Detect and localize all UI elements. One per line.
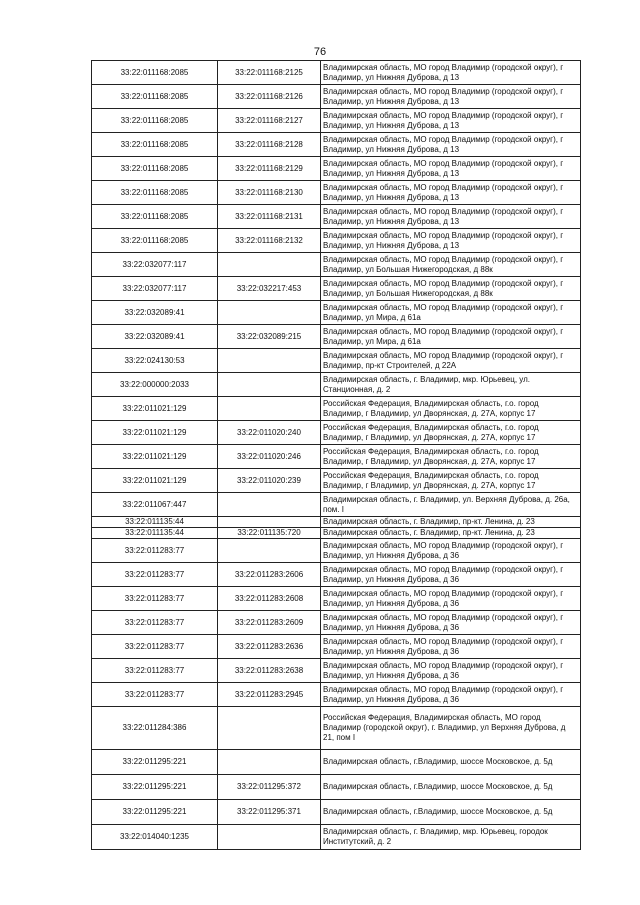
table-row [92,397,581,421]
parcel-cadastral-number: 33:22:011135:44 [92,528,218,539]
table-row [92,325,581,349]
address-cell: Владимирская область, МО город Владимир (городской округ), г Владимир, ул Мира, д 61а [321,325,581,349]
parcel-cadastral-number: 33:22:024130:53 [92,349,218,373]
address-cell: Владимирская область, МО город Владимир (городской округ), г Владимир, ул Нижняя Дуброва, д 36 [321,563,581,587]
object-cadastral-number: 33:22:011283:2945 [218,683,321,707]
parcel-cadastral-number: 33:22:011168:2085 [92,61,218,85]
object-cadastral-number: 33:22:011020:240 [218,421,321,445]
table-row [92,635,581,659]
table-row [92,469,581,493]
table-row [92,659,581,683]
object-cadastral-number: 33:22:011020:239 [218,469,321,493]
address-cell: Владимирская область, МО город Владимир (городской округ), г Владимир, пр-кт Строителей, д 22А [321,349,581,373]
parcel-cadastral-number: 33:22:011284:386 [92,707,218,750]
table-row [92,229,581,253]
address-cell: Владимирская область, МО город Владимир (городской округ), г Владимир, ул Нижняя Дуброва, д 36 [321,611,581,635]
parcel-cadastral-number: 33:22:011067:447 [92,493,218,517]
address-cell: Владимирская область, г. Владимир, мкр. Юрьевец, городок Институтский, д. 2 [321,825,581,850]
address-cell: Владимирская область, МО город Владимир (городской округ), г Владимир, ул Нижняя Дуброва, д 13 [321,61,581,85]
address-cell: Владимирская область, МО город Владимир (городской округ), г Владимир, ул Нижняя Дуброва, д 13 [321,205,581,229]
address-cell: Владимирская область, г.Владимир, шоссе Московское, д. 5д [321,775,581,800]
object-cadastral-number: 33:22:011295:371 [218,800,321,825]
table-row [92,750,581,775]
object-cadastral-number [218,517,321,528]
object-cadastral-number: 33:22:011168:2129 [218,157,321,181]
address-cell: Владимирская область, МО город Владимир (городской округ), г Владимир, ул Нижняя Дуброва, д 13 [321,157,581,181]
parcel-cadastral-number: 33:22:011168:2085 [92,205,218,229]
parcel-cadastral-number: 33:22:011168:2085 [92,157,218,181]
object-cadastral-number: 33:22:011283:2636 [218,635,321,659]
parcel-cadastral-number: 33:22:011168:2085 [92,85,218,109]
address-cell: Владимирская область, г. Владимир, пр-кт. Ленина, д. 23 [321,517,581,528]
object-cadastral-number: 33:22:011135:720 [218,528,321,539]
table-row [92,109,581,133]
object-cadastral-number [218,397,321,421]
parcel-cadastral-number: 33:22:011168:2085 [92,109,218,133]
parcel-cadastral-number: 33:22:032089:41 [92,325,218,349]
address-cell: Владимирская область, МО город Владимир (городской округ), г Владимир, ул Нижняя Дуброва, д 36 [321,659,581,683]
parcel-cadastral-number: 33:22:014040:1235 [92,825,218,850]
address-cell: Владимирская область, МО город Владимир (городской округ), г Владимир, ул Большая Нижегородская, д 88к [321,253,581,277]
object-cadastral-number [218,253,321,277]
parcel-cadastral-number: 33:22:011283:77 [92,635,218,659]
address-cell: Владимирская область, МО город Владимир (городской округ), г Владимир, ул Нижняя Дуброва, д 36 [321,683,581,707]
table-row [92,181,581,205]
object-cadastral-number: 33:22:011295:372 [218,775,321,800]
parcel-cadastral-number: 33:22:011021:129 [92,469,218,493]
table-row [92,205,581,229]
parcel-cadastral-number: 33:22:011168:2085 [92,181,218,205]
object-cadastral-number [218,493,321,517]
address-cell: Владимирская область, МО город Владимир (городской округ), г Владимир, ул Нижняя Дуброва, д 36 [321,539,581,563]
address-cell: Владимирская область, г. Владимир, мкр. Юрьевец, ул. Станционная, д. 2 [321,373,581,397]
address-cell: Российская Федерация, Владимирская область, г.о. город Владимир, г Владимир, ул Дворянская, д. 27А, корпус 17 [321,397,581,421]
parcel-cadastral-number: 33:22:011295:221 [92,800,218,825]
address-cell: Владимирская область, г. Владимир, пр-кт. Ленина, д. 23 [321,528,581,539]
address-cell: Владимирская область, МО город Владимир (городской округ), г Владимир, ул Большая Нижегородская, д 88к [321,277,581,301]
table-row [92,133,581,157]
table-row [92,493,581,517]
table-row [92,277,581,301]
address-cell: Владимирская область, МО город Владимир (городской округ), г Владимир, ул Нижняя Дуброва, д 13 [321,85,581,109]
table-row [92,563,581,587]
object-cadastral-number [218,349,321,373]
address-cell: Владимирская область, МО город Владимир (городской округ), г Владимир, ул Нижняя Дуброва, д 13 [321,181,581,205]
parcel-cadastral-number: 33:22:011283:77 [92,683,218,707]
table-row [92,421,581,445]
object-cadastral-number [218,539,321,563]
table-row [92,61,581,85]
parcel-cadastral-number: 33:22:011295:221 [92,775,218,800]
table-row [92,528,581,539]
object-cadastral-number: 33:22:011283:2609 [218,611,321,635]
table-row [92,253,581,277]
address-cell: Владимирская область, г. Владимир, ул. Верхняя Дуброва, д. 26а, пом. I [321,493,581,517]
parcel-cadastral-number: 33:22:011021:129 [92,397,218,421]
object-cadastral-number: 33:22:011168:2132 [218,229,321,253]
registry-table-body [92,61,581,850]
table-row [92,611,581,635]
table-row [92,349,581,373]
parcel-cadastral-number: 33:22:011021:129 [92,445,218,469]
table-row [92,157,581,181]
address-cell: Владимирская область, МО город Владимир (городской округ), г Владимир, ул Нижняя Дуброва, д 36 [321,635,581,659]
address-cell: Владимирская область, г.Владимир, шоссе Московское, д. 5д [321,750,581,775]
table-row [92,825,581,850]
object-cadastral-number [218,301,321,325]
parcel-cadastral-number: 33:22:032077:117 [92,253,218,277]
object-cadastral-number: 33:22:011168:2127 [218,109,321,133]
table-row [92,587,581,611]
table-row [92,517,581,528]
parcel-cadastral-number: 33:22:011168:2085 [92,133,218,157]
table-row [92,373,581,397]
address-cell: Российская Федерация, Владимирская область, г.о. город Владимир, г Владимир, ул Дворянская, д. 27А, корпус 17 [321,421,581,445]
address-cell: Владимирская область, г.Владимир, шоссе Московское, д. 5д [321,800,581,825]
parcel-cadastral-number: 33:22:000000:2033 [92,373,218,397]
table-row [92,539,581,563]
address-cell: Российская Федерация, Владимирская область, г.о. город Владимир, г Владимир, ул Дворянская, д. 27А, корпус 17 [321,445,581,469]
table-row [92,85,581,109]
table-row [92,775,581,800]
parcel-cadastral-number: 33:22:011168:2085 [92,229,218,253]
parcel-cadastral-number: 33:22:032077:117 [92,277,218,301]
object-cadastral-number: 33:22:011168:2131 [218,205,321,229]
table-row [92,707,581,750]
object-cadastral-number: 33:22:011283:2608 [218,587,321,611]
object-cadastral-number: 33:22:011168:2126 [218,85,321,109]
address-cell: Российская Федерация, Владимирская область, г.о. город Владимир, г Владимир, ул Дворянская, д. 27А, корпус 17 [321,469,581,493]
object-cadastral-number: 33:22:032089:215 [218,325,321,349]
object-cadastral-number: 33:22:011168:2128 [218,133,321,157]
table-row [92,800,581,825]
object-cadastral-number: 33:22:011020:246 [218,445,321,469]
address-cell: Владимирская область, МО город Владимир (городской округ), г Владимир, ул Нижняя Дуброва, д 36 [321,587,581,611]
object-cadastral-number: 33:22:011168:2130 [218,181,321,205]
object-cadastral-number [218,707,321,750]
parcel-cadastral-number: 33:22:011021:129 [92,421,218,445]
address-cell: Владимирская область, МО город Владимир (городской округ), г Владимир, ул Нижняя Дуброва, д 13 [321,109,581,133]
parcel-cadastral-number: 33:22:032089:41 [92,301,218,325]
address-cell: Владимирская область, МО город Владимир (городской округ), г Владимир, ул Нижняя Дуброва, д 13 [321,229,581,253]
address-cell: Владимирская область, МО город Владимир (городской округ), г Владимир, ул Мира, д 61а [321,301,581,325]
object-cadastral-number [218,750,321,775]
parcel-cadastral-number: 33:22:011135:44 [92,517,218,528]
cadastral-registry-table [91,60,581,850]
table-row [92,301,581,325]
object-cadastral-number: 33:22:011283:2638 [218,659,321,683]
table-row [92,445,581,469]
parcel-cadastral-number: 33:22:011295:221 [92,750,218,775]
object-cadastral-number [218,373,321,397]
page-number: 76 [313,46,327,58]
address-cell: Владимирская область, МО город Владимир (городской округ), г Владимир, ул Нижняя Дуброва, д 13 [321,133,581,157]
parcel-cadastral-number: 33:22:011283:77 [92,539,218,563]
parcel-cadastral-number: 33:22:011283:77 [92,587,218,611]
object-cadastral-number: 33:22:032217:453 [218,277,321,301]
object-cadastral-number: 33:22:011283:2606 [218,563,321,587]
address-cell: Российская Федерация, Владимирская область, МО город Владимир (городской округ), г. Владимир, ул Верхняя Дуброва, д 21, пом I [321,707,581,750]
table-row [92,683,581,707]
parcel-cadastral-number: 33:22:011283:77 [92,611,218,635]
object-cadastral-number [218,825,321,850]
parcel-cadastral-number: 33:22:011283:77 [92,563,218,587]
parcel-cadastral-number: 33:22:011283:77 [92,659,218,683]
object-cadastral-number: 33:22:011168:2125 [218,61,321,85]
